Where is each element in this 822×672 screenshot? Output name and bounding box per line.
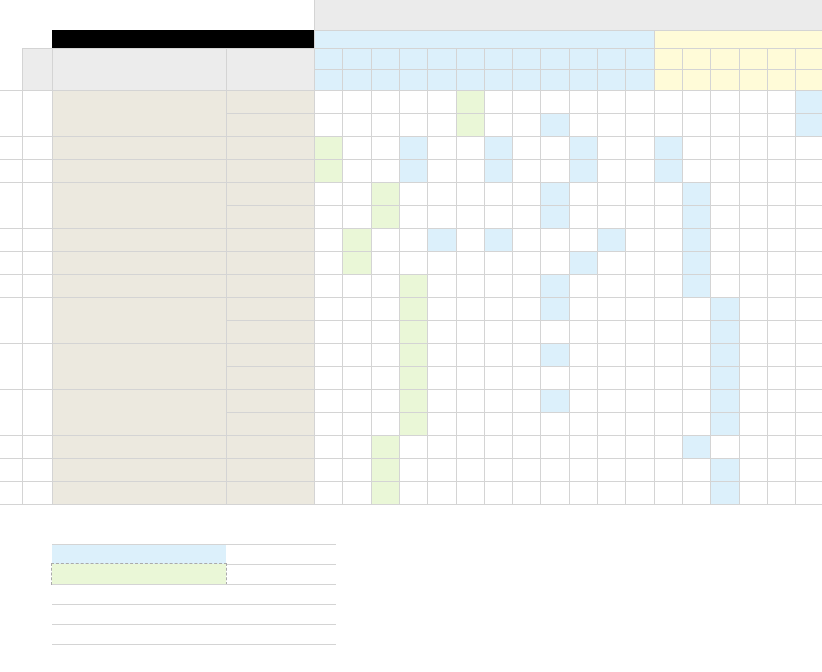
questionnaire-name bbox=[52, 228, 226, 251]
month-header bbox=[399, 48, 427, 69]
section-name bbox=[226, 320, 314, 343]
submission-cell bbox=[342, 228, 371, 251]
submission-cell bbox=[484, 159, 512, 182]
submission-cell bbox=[399, 320, 427, 343]
row-number bbox=[0, 458, 22, 481]
month-header bbox=[739, 48, 767, 69]
section-name bbox=[226, 136, 314, 159]
section-name bbox=[226, 90, 314, 113]
submission-cell bbox=[540, 297, 569, 320]
month-header bbox=[569, 48, 597, 69]
legend-value bbox=[226, 544, 336, 564]
month-header bbox=[540, 48, 569, 69]
submission-cell bbox=[682, 251, 710, 274]
legend-title bbox=[226, 525, 346, 545]
submission-cell bbox=[795, 113, 822, 136]
row-number bbox=[0, 297, 22, 343]
section-name bbox=[226, 205, 314, 228]
submission-cell bbox=[456, 90, 484, 113]
submission-cell bbox=[710, 458, 739, 481]
questionnaire-name bbox=[52, 481, 226, 504]
row-number bbox=[0, 159, 22, 182]
legend-key bbox=[52, 544, 226, 564]
section-name bbox=[226, 251, 314, 274]
submission-cell bbox=[484, 228, 512, 251]
section-name bbox=[226, 458, 314, 481]
submission-cell bbox=[371, 458, 399, 481]
section-name bbox=[226, 389, 314, 412]
year-2017-header bbox=[314, 30, 654, 48]
questionnaire-name bbox=[52, 435, 226, 458]
month-header bbox=[342, 48, 371, 69]
submission-cell bbox=[371, 182, 399, 205]
submission-cell bbox=[399, 274, 427, 297]
submission-cell bbox=[710, 343, 739, 366]
submission-cell bbox=[342, 251, 371, 274]
submission-cell bbox=[710, 412, 739, 435]
section-name bbox=[226, 228, 314, 251]
zip-link[interactable] bbox=[22, 435, 52, 458]
questionnaire-name bbox=[52, 251, 226, 274]
zip-link[interactable] bbox=[22, 182, 52, 228]
submission-cell bbox=[371, 481, 399, 504]
questionnaire-name bbox=[52, 458, 226, 481]
section-name bbox=[226, 481, 314, 504]
submission-cell bbox=[540, 343, 569, 366]
zip-link[interactable] bbox=[22, 136, 52, 159]
submission-cell bbox=[654, 159, 682, 182]
month-header bbox=[710, 48, 739, 69]
questionnaire-name bbox=[52, 159, 226, 182]
submission-cell bbox=[399, 412, 427, 435]
row-number bbox=[0, 481, 22, 504]
submission-cell bbox=[710, 320, 739, 343]
submission-cell bbox=[654, 136, 682, 159]
year-b-note-filler bbox=[654, 69, 822, 90]
month-header bbox=[682, 48, 710, 69]
questionnaire-name bbox=[52, 136, 226, 159]
submission-cell bbox=[682, 205, 710, 228]
row-number bbox=[0, 251, 22, 274]
submission-cell bbox=[399, 297, 427, 320]
row-number bbox=[0, 182, 22, 228]
zip-link[interactable] bbox=[22, 297, 52, 343]
submission-cell bbox=[569, 251, 597, 274]
section-header bbox=[226, 48, 314, 90]
zip-link[interactable] bbox=[22, 389, 52, 435]
row-number bbox=[0, 389, 22, 435]
zip-link[interactable] bbox=[22, 228, 52, 251]
zip-link[interactable] bbox=[22, 251, 52, 274]
questionnaire-name bbox=[52, 90, 226, 136]
submission-cell bbox=[710, 481, 739, 504]
submission-cell bbox=[371, 205, 399, 228]
calendar-title bbox=[314, 0, 822, 30]
submission-cell bbox=[314, 136, 342, 159]
legend-key bbox=[52, 564, 226, 584]
questionnaire-name bbox=[52, 343, 226, 389]
zip-link[interactable] bbox=[22, 90, 52, 136]
submission-cell bbox=[540, 113, 569, 136]
legend-value bbox=[226, 624, 336, 644]
section-name bbox=[226, 159, 314, 182]
month-header bbox=[371, 48, 399, 69]
month-header bbox=[456, 48, 484, 69]
legend-key bbox=[52, 624, 226, 644]
questionnaire-name bbox=[52, 274, 226, 297]
submission-cell bbox=[540, 182, 569, 205]
row-number bbox=[0, 136, 22, 159]
month-header bbox=[427, 48, 456, 69]
submission-cell bbox=[682, 228, 710, 251]
zip-link[interactable] bbox=[22, 481, 52, 504]
submission-cell bbox=[710, 297, 739, 320]
month-header bbox=[597, 48, 625, 69]
ref-year-value bbox=[230, 30, 314, 48]
submission-cell bbox=[682, 435, 710, 458]
legend-value bbox=[226, 604, 336, 624]
zip-link[interactable] bbox=[22, 343, 52, 389]
month-header bbox=[654, 48, 682, 69]
submission-cell bbox=[597, 228, 625, 251]
submission-cell bbox=[484, 136, 512, 159]
submission-cell bbox=[540, 205, 569, 228]
section-name bbox=[226, 435, 314, 458]
submission-cell bbox=[399, 136, 427, 159]
submission-cell bbox=[399, 343, 427, 366]
submission-cell bbox=[540, 389, 569, 412]
row-number bbox=[0, 228, 22, 251]
row-number bbox=[0, 274, 22, 297]
row-number bbox=[0, 435, 22, 458]
zip-link[interactable] bbox=[22, 458, 52, 481]
questionnaire-name bbox=[52, 389, 226, 435]
section-name bbox=[226, 182, 314, 205]
month-header bbox=[484, 48, 512, 69]
submission-cell bbox=[710, 389, 739, 412]
row-number bbox=[0, 90, 22, 136]
row-number bbox=[0, 343, 22, 389]
questionnaire-name bbox=[52, 297, 226, 343]
questionnaire-header bbox=[52, 48, 226, 90]
legend-key bbox=[52, 604, 226, 624]
submission-cell bbox=[399, 389, 427, 412]
section-name bbox=[226, 113, 314, 136]
submission-cell bbox=[569, 159, 597, 182]
files-header bbox=[22, 48, 52, 90]
submission-cell bbox=[399, 366, 427, 389]
section-name bbox=[226, 343, 314, 366]
submission-cell bbox=[314, 159, 342, 182]
submission-cell bbox=[371, 435, 399, 458]
year-2018-header bbox=[654, 30, 822, 48]
section-name bbox=[226, 274, 314, 297]
submission-cell bbox=[710, 366, 739, 389]
submission-cell bbox=[682, 274, 710, 297]
section-name bbox=[226, 366, 314, 389]
zip-link[interactable] bbox=[22, 159, 52, 182]
submission-cell bbox=[456, 113, 484, 136]
month-header bbox=[625, 48, 654, 69]
legend-value bbox=[226, 564, 336, 584]
zip-link[interactable] bbox=[22, 274, 52, 297]
submission-cell bbox=[540, 274, 569, 297]
legend-value bbox=[226, 584, 336, 604]
month-header bbox=[795, 48, 822, 69]
month-header bbox=[512, 48, 540, 69]
submission-cell bbox=[427, 228, 456, 251]
legend-key bbox=[52, 584, 226, 604]
submission-cell bbox=[569, 136, 597, 159]
month-header bbox=[767, 48, 795, 69]
section-name bbox=[226, 297, 314, 320]
month-header bbox=[314, 48, 342, 69]
submission-cell bbox=[399, 159, 427, 182]
submission-cell bbox=[795, 90, 822, 113]
submission-cell bbox=[682, 182, 710, 205]
section-name bbox=[226, 412, 314, 435]
questionnaire-name bbox=[52, 182, 226, 228]
